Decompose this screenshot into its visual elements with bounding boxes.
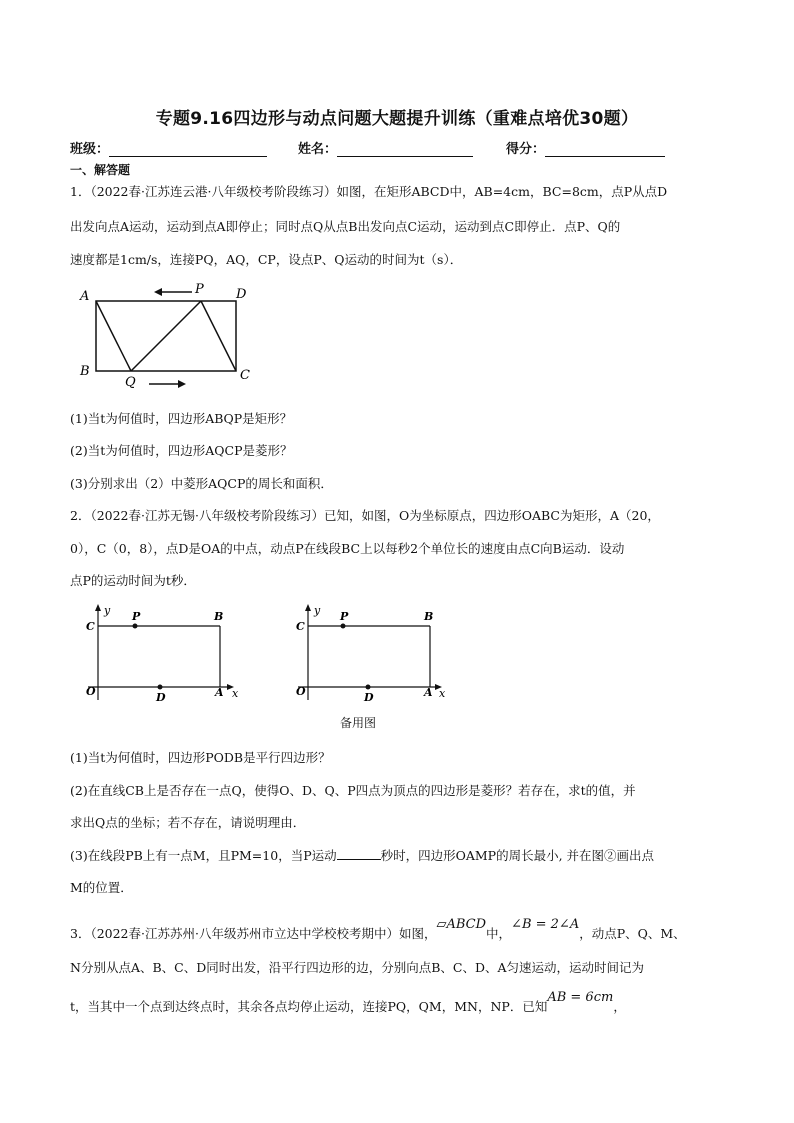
label-b: B	[214, 610, 224, 623]
q2-figure-2	[292, 600, 462, 710]
q2-sub1: (1)当t为何值时，四边形PODB是平行四边形？	[70, 750, 331, 765]
point-d	[158, 685, 163, 690]
label-o: O	[86, 685, 96, 698]
score-blank[interactable]	[545, 142, 665, 157]
y-axis-arrow-icon	[305, 604, 311, 611]
label-y: y	[104, 604, 111, 617]
label-x: x	[232, 687, 239, 700]
label-a: A	[424, 686, 433, 699]
q3-line1-pre: 3．（2022春·江苏苏州·八年级苏州市立达中学校校考期中）如图，	[70, 926, 437, 941]
label-c: C	[240, 368, 250, 383]
label-q: Q	[125, 375, 136, 390]
class-field[interactable]	[70, 138, 267, 157]
q1-figure	[70, 278, 270, 393]
q1-line3: 速度都是1cm/s，连接PQ，AQ，CP，设点P、Q运动的时间为t（s）．	[70, 252, 463, 267]
q1-sub3: (3)分别求出（2）中菱形AQCP的周长和面积．	[70, 476, 333, 491]
label-b: B	[424, 610, 434, 623]
segment-pc	[201, 301, 236, 371]
label-p: P	[132, 610, 141, 623]
label-a: A	[215, 686, 224, 699]
info-row	[70, 138, 710, 158]
math-parallelogram: ▱ABCD	[436, 917, 487, 932]
label-d: D	[156, 691, 166, 704]
section-heading: 一、解答题	[70, 163, 131, 177]
q3-line1-mid: 中，	[486, 926, 512, 941]
arrow-right-icon	[178, 380, 186, 388]
label-p: P	[195, 282, 204, 297]
q2-sub3a-pre: (3)在线段PB上有一点M，且PM=10，当P运动	[70, 848, 337, 863]
label-y: y	[314, 604, 321, 617]
q1-line2: 出发向点A运动，运动到点A即停止；同时点Q从点B出发向点C运动，运动到点C即停止．点P、Q的	[70, 219, 621, 234]
label-b: B	[80, 364, 90, 379]
q3-line3-post: ，	[613, 999, 626, 1014]
q3-line3-pre: t，当其中一个点到达终点时，其余各点均停止运动，连接PQ，QM，MN，NP．已知	[70, 999, 548, 1014]
q1-sub2: (2)当t为何值时，四边形AQCP是菱形？	[70, 443, 293, 458]
y-axis-arrow-icon	[95, 604, 101, 611]
class-label: 班级：	[70, 142, 110, 157]
label-x: x	[439, 687, 446, 700]
q3-line1	[70, 917, 686, 942]
score-field[interactable]	[506, 138, 665, 157]
label-d: D	[236, 287, 247, 302]
q2-sub3a-post: 秒时，四边形OAMP的周长最小, 并在图②画出点	[380, 848, 655, 863]
arrow-left-icon	[154, 288, 162, 296]
q2-sub2a: (2)在直线CB上是否存在一点Q，使得O、D、Q、P四点为顶点的四边形是菱形？若存在，求t的值，并	[70, 783, 636, 798]
name-field[interactable]	[298, 138, 473, 157]
q1-sub1: (1)当t为何值时，四边形ABQP是矩形？	[70, 411, 293, 426]
page-title: 专题9.16四边形与动点问题大题提升训练（重难点培优30题）	[155, 109, 639, 129]
figure-caption: 备用图	[340, 716, 377, 730]
q2-sub3a	[70, 846, 654, 864]
math-ab-length: AB = 6cm	[547, 990, 614, 1005]
q2-line1: 2．（2022春·江苏无锡·八年级校考阶段练习）已知，如图，O为坐标原点，四边形OABC为矩形，A（20，	[70, 508, 660, 523]
q1-line1: 1．（2022春·江苏连云港·八年级校考阶段练习）如图，在矩形ABCD中，AB=4cm，BC=8cm，点P从点D	[70, 184, 668, 199]
q2-figure-1	[82, 600, 252, 710]
point-p	[133, 624, 138, 629]
score-label: 得分：	[506, 142, 546, 157]
label-d: D	[364, 691, 374, 704]
q2-line3: 点P的运动时间为t秒．	[70, 573, 196, 588]
label-c: C	[296, 620, 305, 633]
q2-sub3b: M的位置．	[70, 880, 133, 895]
q2-line2: 0），C（0，8），点D是OA的中点，动点P在线段BC上以每秒2个单位长的速度由点C向B运动．设动	[70, 541, 625, 556]
segment-qp	[131, 301, 201, 371]
class-blank[interactable]	[109, 142, 267, 157]
point-d	[366, 685, 371, 690]
q2-sub2b: 求出Q点的坐标；若不存在，请说明理由．	[70, 815, 306, 830]
name-label: 姓名：	[298, 142, 338, 157]
segment-aq	[96, 301, 131, 371]
math-angle: ∠B = 2∠A	[511, 917, 580, 932]
name-blank[interactable]	[337, 142, 473, 157]
point-p	[341, 624, 346, 629]
label-c: C	[86, 620, 95, 633]
q3-line3	[70, 990, 626, 1015]
label-a: A	[80, 289, 90, 304]
label-p: P	[340, 610, 349, 623]
answer-blank[interactable]	[337, 847, 381, 860]
q3-line2: N分别从点A、B、C、D同时出发，沿平行四边形的边，分别向点B、C、D、A匀速运动，运动时间记为	[70, 960, 645, 975]
label-o: O	[296, 685, 306, 698]
q3-line1-post: ，动点P、Q、M、	[579, 926, 686, 941]
